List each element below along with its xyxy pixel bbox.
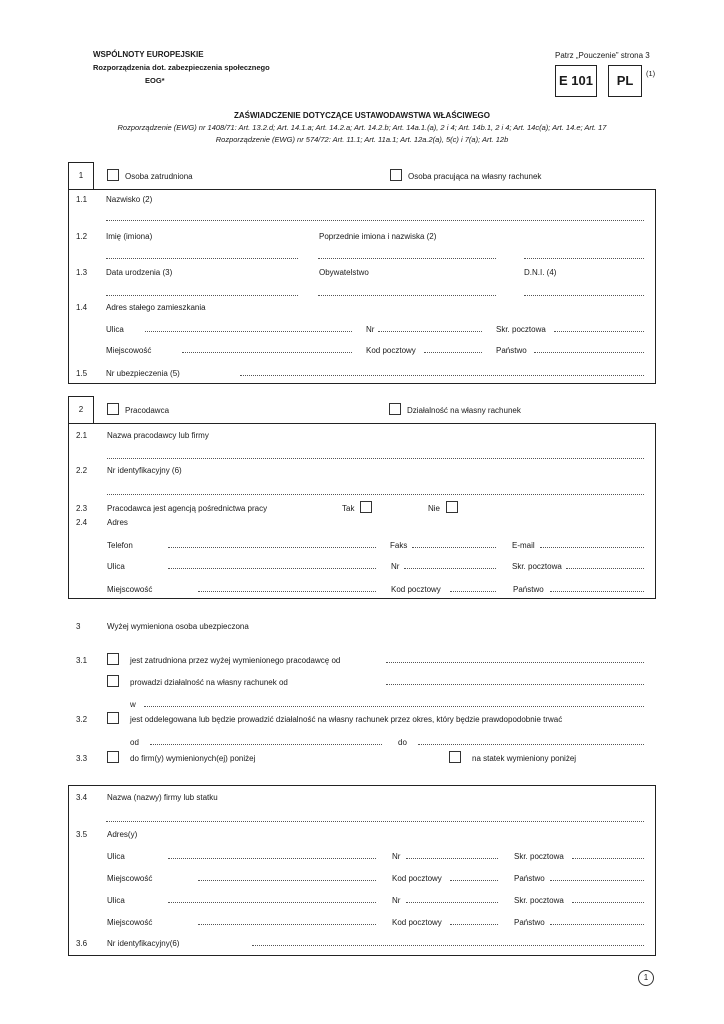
nr-label: Nr [366, 325, 375, 334]
agency-no-checkbox[interactable] [446, 501, 458, 513]
skr-field[interactable] [554, 331, 644, 332]
postcode-label: Kod pocztowy [366, 346, 416, 355]
firm-skr-field[interactable] [572, 858, 644, 859]
form-code-box [555, 65, 597, 97]
emp-skr-label: Skr. pocztowa [512, 562, 562, 571]
firm2-nr-label: Nr [392, 896, 401, 905]
from-label: od [130, 738, 139, 747]
firm2-city-label: Miejscowość [107, 918, 153, 927]
org-line-3: EOG* [145, 76, 165, 85]
form-code: E 101 [559, 73, 593, 88]
phone-label: Telefon [107, 541, 133, 550]
num-2-3: 2.3 [76, 504, 88, 513]
self-employed-checkbox[interactable] [390, 169, 402, 181]
surname-field[interactable] [106, 220, 644, 221]
num-1-4: 1.4 [76, 303, 88, 312]
skr-label: Skr. pocztowa [496, 325, 546, 334]
from-field[interactable] [150, 744, 382, 745]
id-no-label: Nr identyfikacyjny (6) [107, 466, 182, 475]
num-1-5: 1.5 [76, 369, 88, 378]
nr-field[interactable] [378, 331, 482, 332]
firm2-country-label: Państwo [514, 918, 545, 927]
email-field[interactable] [540, 547, 644, 548]
activity-checkbox[interactable] [389, 403, 401, 415]
country-label: Państwo [496, 346, 527, 355]
employer-label: Pracodawca [125, 406, 170, 415]
dni-field[interactable] [524, 295, 644, 296]
dni-label: D.N.I. (4) [524, 268, 557, 277]
employer-address-label: Adres [107, 518, 128, 527]
activity-label: Działalność na własny rachunek [407, 406, 521, 415]
firm2-skr-label: Skr. pocztowa [514, 896, 564, 905]
citizenship-field[interactable] [318, 295, 496, 296]
firm2-street-field[interactable] [168, 902, 376, 903]
firm2-street-label: Ulica [107, 896, 125, 905]
form-title: ZAŚWIADCZENIE DOTYCZĄCE USTAWODAWSTWA WŁAŚCIWEGO [234, 111, 490, 120]
to-ship-checkbox[interactable] [449, 751, 461, 763]
num-2-4: 2.4 [76, 518, 88, 527]
self-from-checkbox[interactable] [107, 675, 119, 687]
in-label: w [130, 700, 136, 709]
yes-label: Tak [342, 504, 355, 513]
patrz-note: Patrz „Pouczenie” strona 3 [555, 51, 650, 60]
num-3-3: 3.3 [76, 754, 88, 763]
insurance-label: Nr ubezpieczenia (5) [106, 369, 180, 378]
addresses-label: Adres(y) [107, 830, 138, 839]
employer-name-field[interactable] [107, 458, 644, 459]
num-3-1: 3.1 [76, 656, 88, 665]
org-line-1: WSPÓLNOTY EUROPEJSKIE [93, 50, 204, 59]
id-no-field[interactable] [107, 494, 644, 495]
firm2-postcode-field[interactable] [450, 924, 498, 925]
firm-country-field[interactable] [550, 880, 644, 881]
firm2-nr-field[interactable] [406, 902, 498, 903]
in-field[interactable] [144, 706, 644, 707]
section-1-number: 1 [78, 171, 84, 180]
firm-id-field[interactable] [252, 945, 644, 946]
fax-field[interactable] [412, 547, 496, 548]
agency-yes-checkbox[interactable] [360, 501, 372, 513]
firm-postcode-label: Kod pocztowy [392, 874, 442, 883]
firm-name-label: Nazwa (nazwy) firmy lub statku [107, 793, 218, 802]
no-label: Nie [428, 504, 441, 513]
firm2-postcode-label: Kod pocztowy [392, 918, 442, 927]
num-3-2: 3.2 [76, 715, 88, 724]
num-2-1: 2.1 [76, 431, 88, 440]
citizenship-label: Obywatelstwo [319, 268, 369, 277]
city-field[interactable] [182, 352, 352, 353]
dob-label: Data urodzenia (3) [106, 268, 173, 277]
firm2-city-field[interactable] [198, 924, 376, 925]
self-from-field[interactable] [386, 684, 644, 685]
firm-id-label: Nr identyfikacyjny(6) [107, 939, 180, 948]
num-1-2: 1.2 [76, 232, 88, 241]
regulation-1: Rozporządzenie (EWG) nr 1408/71: Art. 13.2.d; Art. 14.1.a; Art. 14.2.a; Art. 14.2.b; Art. 14a.1.(a), 2 i 4; Art. 14b.1, 2 i 4; Art. 14c(a); Art. 14.e; Art. 17 [117, 123, 607, 132]
section-2-number: 2 [78, 405, 84, 414]
surname-label: Nazwisko (2) [106, 195, 153, 204]
prev-names-field-2[interactable] [524, 258, 644, 259]
firm-city-field[interactable] [198, 880, 376, 881]
num-3: 3 [76, 622, 81, 631]
street-label: Ulica [106, 325, 124, 334]
agency-label: Pracodawca jest agencją pośrednictwa pracy [107, 504, 268, 513]
insurance-field[interactable] [240, 375, 644, 376]
firm-nr-field[interactable] [406, 858, 498, 859]
to-label: do [398, 738, 407, 747]
emp-postcode-field[interactable] [450, 591, 496, 592]
section-3-firms-box [68, 785, 656, 956]
employed-label: Osoba zatrudniona [125, 172, 193, 181]
prev-names-field[interactable] [318, 258, 496, 259]
employer-checkbox[interactable] [107, 403, 119, 415]
email-label: E-mail [512, 541, 535, 550]
employed-by-field[interactable] [386, 662, 644, 663]
first-name-label: Imię (imiona) [106, 232, 153, 241]
firm2-country-field[interactable] [550, 924, 644, 925]
firm-name-field[interactable] [106, 821, 644, 822]
country-code: PL [616, 73, 634, 88]
self-employed-label: Osoba pracująca na własny rachunek [408, 172, 542, 181]
firm-nr-label: Nr [392, 852, 401, 861]
emp-nr-field[interactable] [404, 568, 496, 569]
country-field[interactable] [534, 352, 644, 353]
phone-field[interactable] [168, 547, 376, 548]
emp-country-label: Państwo [513, 585, 544, 594]
emp-city-label: Miejscowość [107, 585, 153, 594]
postcode-field[interactable] [424, 352, 482, 353]
firm-city-label: Miejscowość [107, 874, 153, 883]
to-field[interactable] [418, 744, 644, 745]
section-1-box [68, 189, 656, 384]
firm2-skr-field[interactable] [572, 902, 644, 903]
address-label: Adres stałego zamieszkania [106, 303, 206, 312]
num-3-6: 3.6 [76, 939, 88, 948]
posted-label: jest oddelegowana lub będzie prowadzić działalność na własny rachunek przez okres, który będzie prawdopodobnie trwać [130, 715, 563, 724]
prev-names-label: Poprzednie imiona i nazwiska (2) [319, 232, 437, 241]
emp-city-field[interactable] [198, 591, 376, 592]
num-3-4: 3.4 [76, 793, 88, 802]
emp-country-field[interactable] [550, 591, 644, 592]
to-firms-checkbox[interactable] [107, 751, 119, 763]
section-2-number-box [68, 396, 94, 424]
emp-nr-label: Nr [391, 562, 400, 571]
firm-street-field[interactable] [168, 858, 376, 859]
regulation-2: Rozporządzenie (EWG) nr 574/72: Art. 11.1; Art. 11a.1; Art. 12a.2(a), 5(c) i 7(a); Art. 12b [215, 135, 509, 144]
num-2-2: 2.2 [76, 466, 88, 475]
num-1-3: 1.3 [76, 268, 88, 277]
street-field[interactable] [145, 331, 352, 332]
firm-country-label: Państwo [514, 874, 545, 883]
dob-field[interactable] [106, 295, 298, 296]
to-ship-label: na statek wymieniony poniżej [472, 754, 577, 763]
employed-by-checkbox[interactable] [107, 653, 119, 665]
num-3-5: 3.5 [76, 830, 88, 839]
fax-label: Faks [390, 541, 408, 550]
org-line-2: Rozporządzenia dot. zabezpieczenia społecznego [93, 63, 270, 72]
footnote-ref: (1) [646, 69, 656, 78]
section-3-intro: Wyżej wymieniona osoba ubezpieczona [107, 622, 249, 631]
to-firms-label: do firm(y) wymienionych(ej) poniżej [130, 754, 256, 763]
self-from-label: prowadzi działalność na własny rachunek od [130, 678, 288, 687]
city-label: Miejscowość [106, 346, 152, 355]
emp-skr-field[interactable] [566, 568, 644, 569]
emp-street-field[interactable] [168, 568, 376, 569]
emp-postcode-label: Kod pocztowy [391, 585, 441, 594]
employed-by-label: jest zatrudniona przez wyżej wymienionego pracodawcę od [130, 656, 341, 665]
firm-street-label: Ulica [107, 852, 125, 861]
posted-checkbox[interactable] [107, 712, 119, 724]
first-name-field[interactable] [106, 258, 298, 259]
num-1-1: 1.1 [76, 195, 88, 204]
employed-checkbox[interactable] [107, 169, 119, 181]
country-box [608, 65, 642, 97]
section-1-number-box [68, 162, 94, 190]
firm-postcode-field[interactable] [450, 880, 498, 881]
firm-skr-label: Skr. pocztowa [514, 852, 564, 861]
page-number: 1 [638, 970, 654, 986]
employer-name-label: Nazwa pracodawcy lub firmy [107, 431, 209, 440]
emp-street-label: Ulica [107, 562, 125, 571]
